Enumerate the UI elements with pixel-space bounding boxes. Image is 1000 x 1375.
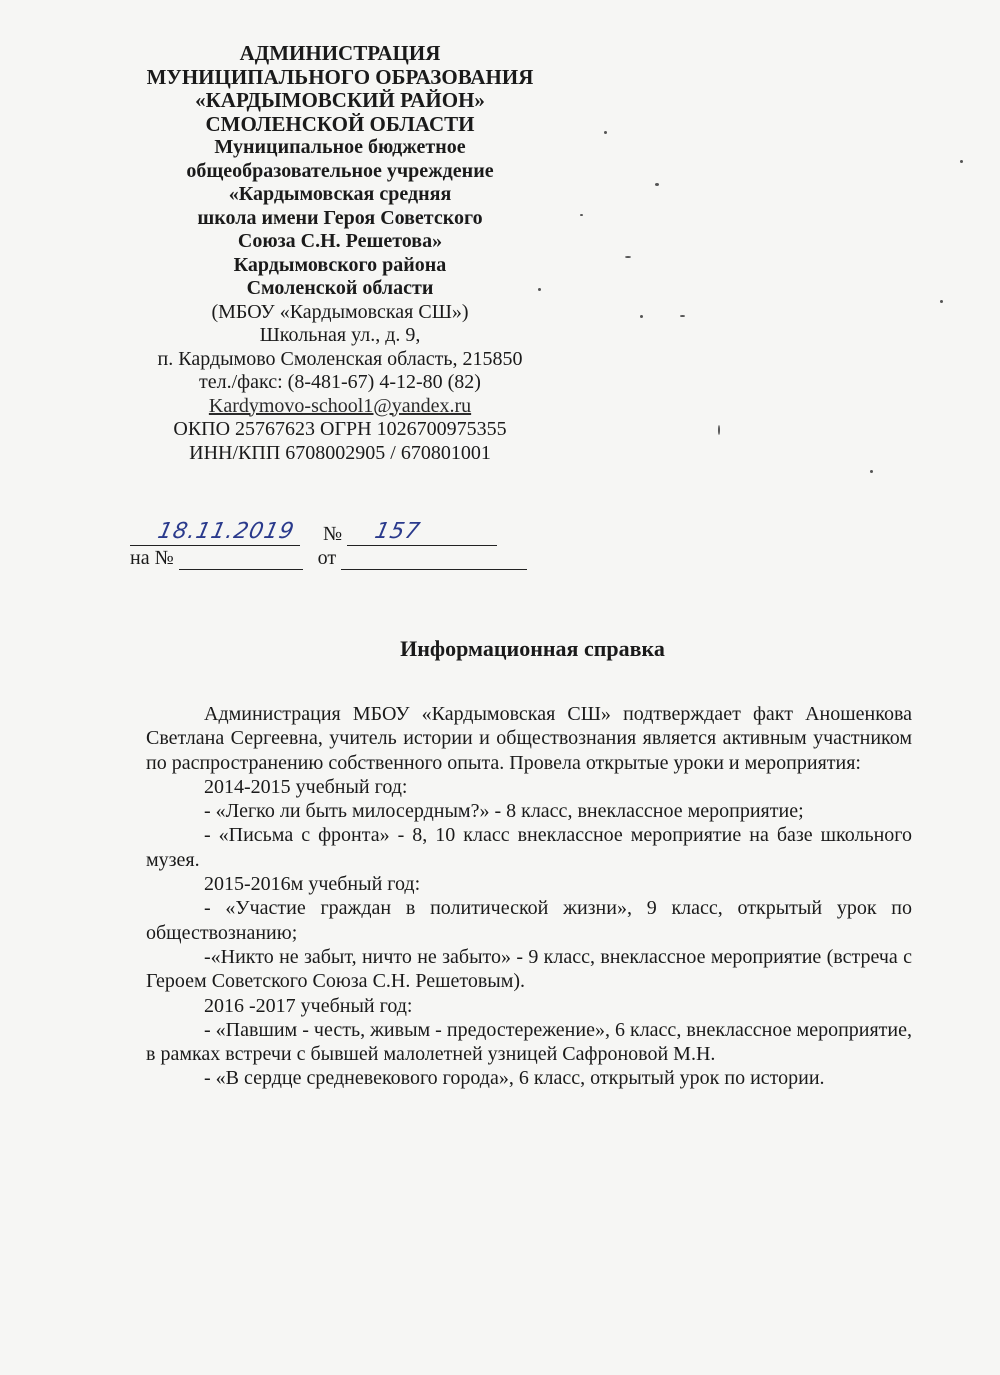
school-year-heading: 2016 -2017 учебный год:	[204, 994, 413, 1017]
school-short-name: (МБОУ «Кардымовская СШ»)	[211, 300, 469, 323]
letterhead-line: общеобразовательное учреждение	[186, 159, 494, 182]
handwritten-date: 18.11.2019	[155, 519, 297, 544]
incoming-reference-row	[130, 546, 590, 570]
on-number-label: на №	[130, 547, 174, 569]
school-email-link[interactable]: Kardymovo-school1@yandex.ru	[208, 394, 472, 417]
letterhead-line: «Кардымовская средняя	[228, 183, 452, 205]
date-field	[130, 519, 300, 546]
school-street: Школьная ул., д. 9,	[259, 324, 421, 346]
school-year-heading: 2014-2015 учебный год:	[204, 775, 408, 798]
school-year-heading: 2015-2016м учебный год:	[204, 873, 421, 896]
scan-speck	[870, 470, 873, 473]
letterhead	[110, 42, 570, 465]
scan-speck	[604, 131, 607, 134]
document-title: Информационная справка	[400, 636, 665, 661]
number-label: №	[323, 523, 343, 545]
school-phone: тел./факс: (8-481-67) 4-12-80 (82)	[199, 371, 481, 393]
document-body	[146, 702, 912, 1091]
event-item: - «Легко ли быть милосердным?» - 8 класс, внеклассное мероприятие;	[204, 800, 804, 823]
letterhead-line: МУНИЦИПАЛЬНОГО ОБРАЗОВАНИЯ	[146, 64, 534, 89]
okpo-ogrn: ОКПО 25767623 ОГРН 1026700975355	[173, 418, 507, 440]
scan-speck	[680, 315, 685, 317]
letterhead-line: «КАРДЫМОВСКИЙ РАЙОН»	[195, 88, 485, 112]
letterhead-line: Кардымовского района	[233, 253, 447, 276]
on-number-field	[179, 547, 303, 570]
scan-speck	[655, 183, 659, 186]
scan-speck	[960, 160, 963, 163]
event-item: -«Никто не забыт, ничто не забыто» - 9 класс, внеклассное мероприятие (встреча с Героем Советского Союза С.Н. Решетовым).	[146, 945, 912, 993]
letterhead-line: АДМИНИСТРАЦИЯ	[239, 41, 441, 65]
event-item: - «Павшим - честь, живым - предостережение», 6 класс, внеклассное мероприятие, в рамках встречи с бывшей малолетней узницей Сафроновой М.Н.	[146, 1018, 912, 1066]
scan-speck	[538, 288, 541, 291]
scan-speck	[640, 315, 643, 318]
inn-kpp: ИНН/КПП 6708002905 / 670801001	[189, 441, 491, 464]
from-field	[341, 547, 527, 570]
scan-speck	[625, 256, 631, 258]
outgoing-reference-row	[130, 519, 590, 546]
scan-speck	[940, 300, 943, 303]
scan-speck	[718, 425, 720, 435]
letterhead-line: Смоленской области	[246, 277, 434, 299]
number-field	[347, 519, 497, 546]
event-item: - «Участие граждан в политической жизни», 9 класс, открытый урок по обществознанию;	[146, 897, 912, 944]
event-item: - «В сердце средневекового города», 6 класс, открытый урок по истории.	[204, 1067, 825, 1090]
letterhead-line: Союза С.Н. Решетова»	[237, 230, 443, 252]
from-label: от	[317, 547, 337, 569]
letterhead-line: Муниципальное бюджетное	[214, 136, 466, 158]
school-city: п. Кардымово Смоленская область, 215850	[157, 347, 523, 370]
scan-speck	[580, 214, 583, 216]
intro-paragraph: Администрация МБОУ «Кардымовская СШ» подтверждает факт Аношенкова Светлана Сергеевна, учитель истории и обществознания является активным участником по распространению собственного опыта. Провела открытые уроки и мероприятия:	[146, 703, 912, 774]
handwritten-number: 157	[372, 519, 423, 544]
event-item: - «Письма с фронта» - 8, 10 класс внеклассное мероприятие на базе школьного музея.	[146, 824, 912, 871]
letterhead-line: СМОЛЕНСКОЙ ОБЛАСТИ	[205, 111, 475, 136]
letterhead-line: школа имени Героя Советского	[197, 206, 483, 229]
